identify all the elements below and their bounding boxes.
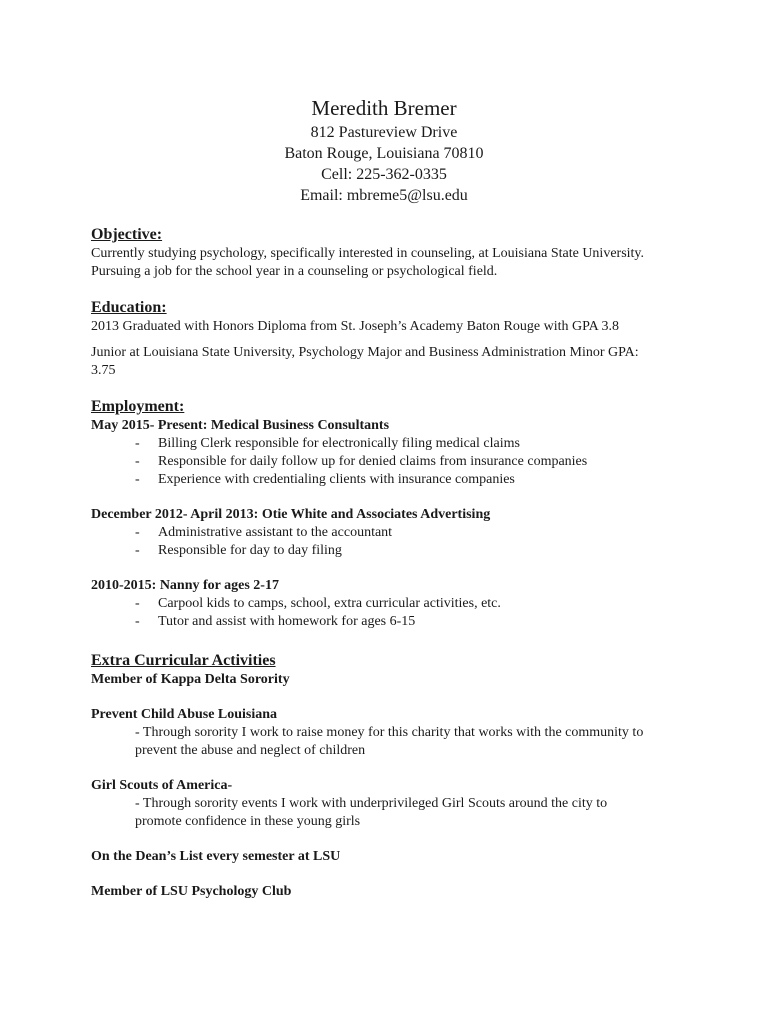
list-item: - Experience with credentialing clients with insurance companies xyxy=(135,472,515,487)
cell-phone: Cell: 225-362-0335 xyxy=(321,166,447,183)
resume-header xyxy=(0,94,768,206)
list-item: - Responsible for day to day filing xyxy=(135,543,342,558)
address-line-2: Baton Rouge, Louisiana 70810 xyxy=(284,145,484,162)
objective-text: Currently studying psychology, specifically interested in counseling, at Louisiana State University. Pursuing a job for the school year in a counseling or psychological field. xyxy=(91,246,645,279)
activity-pcal-desc: - Through sorority I work to raise money for this charity that works with the community to prevent the abuse and neglect of children xyxy=(135,725,644,758)
dash-marker: - xyxy=(135,543,140,558)
activity-deans-list: On the Dean’s List every semester at LSU xyxy=(91,849,341,864)
activity-psychology-club: Member of LSU Psychology Club xyxy=(91,884,292,899)
education-heading: Education: xyxy=(91,299,167,316)
list-item: - Responsible for daily follow up for denied claims from insurance companies xyxy=(135,454,588,469)
dash-marker: - xyxy=(135,614,140,629)
dash-marker: - xyxy=(135,596,140,611)
applicant-name: Meredith Bremer xyxy=(311,96,457,120)
dash-marker: - xyxy=(135,472,140,487)
list-item: - Carpool kids to camps, school, extra curricular activities, etc. xyxy=(135,596,501,611)
objective-heading: Objective: xyxy=(91,226,163,243)
job-bullets-medical-business xyxy=(91,435,651,489)
education-item-lsu: Junior at Louisiana State University, Psychology Major and Business Administration Minor GPA: 3.75 xyxy=(91,345,639,378)
job-title-nanny: 2010-2015: Nanny for ages 2-17 xyxy=(91,578,279,593)
email-address: Email: mbreme5@lsu.edu xyxy=(300,187,468,204)
job-bullets-otie-white xyxy=(91,524,651,560)
activity-pcal-title: Prevent Child Abuse Louisiana xyxy=(91,707,278,722)
job-bullets-nanny xyxy=(91,595,651,631)
list-item: - Administrative assistant to the accountant xyxy=(135,525,393,540)
dash-marker: - xyxy=(135,454,140,469)
list-item: - Billing Clerk responsible for electronically filing medical claims xyxy=(135,436,520,451)
address-line-1: 812 Pastureview Drive xyxy=(310,124,458,141)
activity-girl-scouts-title: Girl Scouts of America- xyxy=(91,778,233,793)
employment-heading: Employment: xyxy=(91,398,185,415)
resume-body xyxy=(91,225,651,901)
activity-kappa-delta: Member of Kappa Delta Sorority xyxy=(91,672,290,687)
activity-girl-scouts-desc: - Through sorority events I work with underprivileged Girl Scouts around the city to promote confidence in these young girls xyxy=(135,796,608,829)
dash-marker: - xyxy=(135,525,140,540)
education-item-highschool: 2013 Graduated with Honors Diploma from St. Joseph’s Academy Baton Rouge with GPA 3.8 xyxy=(91,319,619,334)
list-item: - Tutor and assist with homework for ages 6-15 xyxy=(135,614,416,629)
job-title-otie-white: December 2012- April 2013: Otie White and Associates Advertising xyxy=(91,507,491,522)
job-title-medical-business: May 2015- Present: Medical Business Consultants xyxy=(91,418,390,433)
activities-heading: Extra Curricular Activities xyxy=(91,652,276,669)
dash-marker: - xyxy=(135,436,140,451)
